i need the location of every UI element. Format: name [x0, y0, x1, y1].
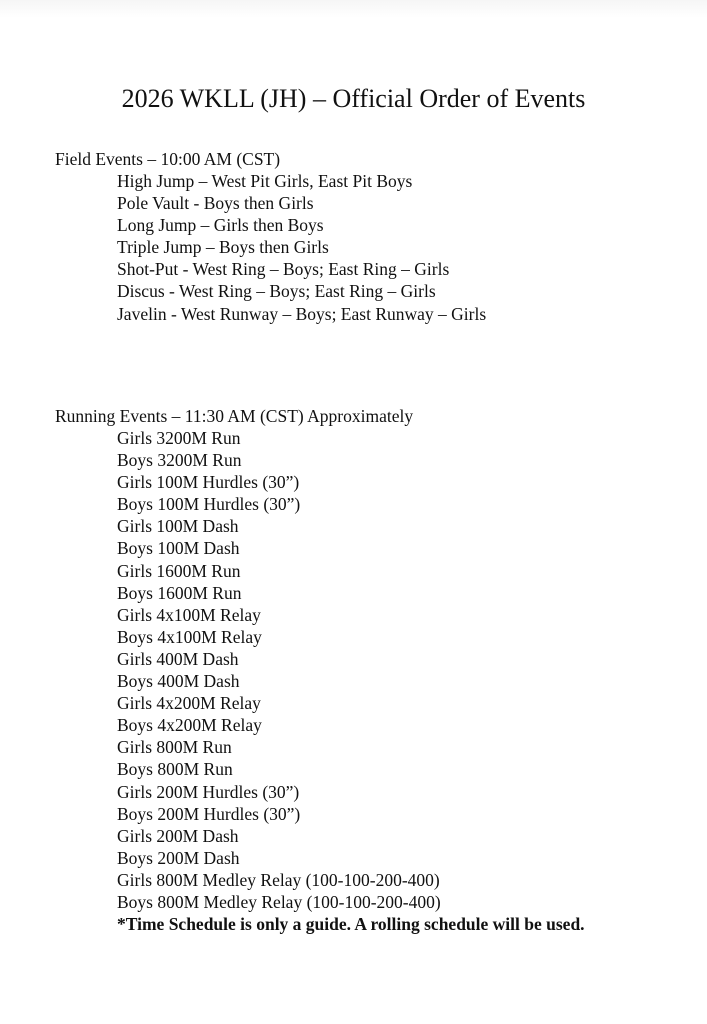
- list-item: Boys 1600M Run: [117, 582, 242, 603]
- list-item: Long Jump – Girls then Boys: [117, 215, 324, 236]
- list-item: Boys 100M Hurdles (30”): [117, 494, 301, 515]
- field-events-list: [117, 170, 486, 325]
- list-item: Girls 100M Hurdles (30”): [117, 472, 300, 493]
- list-item: Girls 100M Dash: [117, 516, 239, 537]
- page-title: 2026 WKLL (JH) – Official Order of Events: [121, 84, 586, 113]
- list-item: Pole Vault - Boys then Girls: [117, 193, 314, 214]
- list-item: Boys 200M Hurdles (30”): [117, 803, 301, 824]
- list-item: Girls 200M Hurdles (30”): [117, 781, 300, 802]
- list-item: Girls 400M Dash: [117, 648, 239, 669]
- list-item: Boys 4x200M Relay: [117, 715, 262, 736]
- list-item: Girls 800M Run: [117, 737, 232, 758]
- list-item: Boys 100M Dash: [117, 538, 240, 559]
- schedule-note: *Time Schedule is only a guide. A rolling schedule will be used.: [117, 914, 585, 935]
- list-item: Boys 400M Dash: [117, 671, 240, 692]
- list-item: Boys 3200M Run: [117, 450, 242, 471]
- field-events-heading: Field Events – 10:00 AM (CST): [55, 149, 281, 169]
- running-events-list: [117, 427, 585, 935]
- list-item: Girls 1600M Run: [117, 560, 241, 581]
- list-item: Boys 800M Run: [117, 759, 233, 780]
- list-item: Girls 800M Medley Relay (100-100-200-400): [117, 869, 440, 890]
- list-item: Triple Jump – Boys then Girls: [117, 237, 329, 258]
- list-item: Boys 200M Dash: [117, 847, 240, 868]
- list-item: Girls 3200M Run: [117, 428, 241, 448]
- list-item: Girls 200M Dash: [117, 825, 239, 846]
- list-item: Shot-Put - West Ring – Boys; East Ring – Girls: [117, 259, 450, 280]
- list-item: Girls 4x200M Relay: [117, 693, 261, 714]
- list-item: Javelin - West Runway – Boys; East Runway – Girls: [117, 303, 487, 324]
- list-item: Discus - West Ring – Boys; East Ring – Girls: [117, 281, 436, 302]
- list-item: High Jump – West Pit Girls, East Pit Boys: [117, 171, 413, 191]
- list-item: Boys 4x100M Relay: [117, 626, 262, 647]
- running-events-heading: Running Events – 11:30 AM (CST) Approximately: [55, 406, 414, 426]
- list-item: Girls 4x100M Relay: [117, 604, 261, 625]
- list-item: Boys 800M Medley Relay (100-100-200-400): [117, 891, 441, 912]
